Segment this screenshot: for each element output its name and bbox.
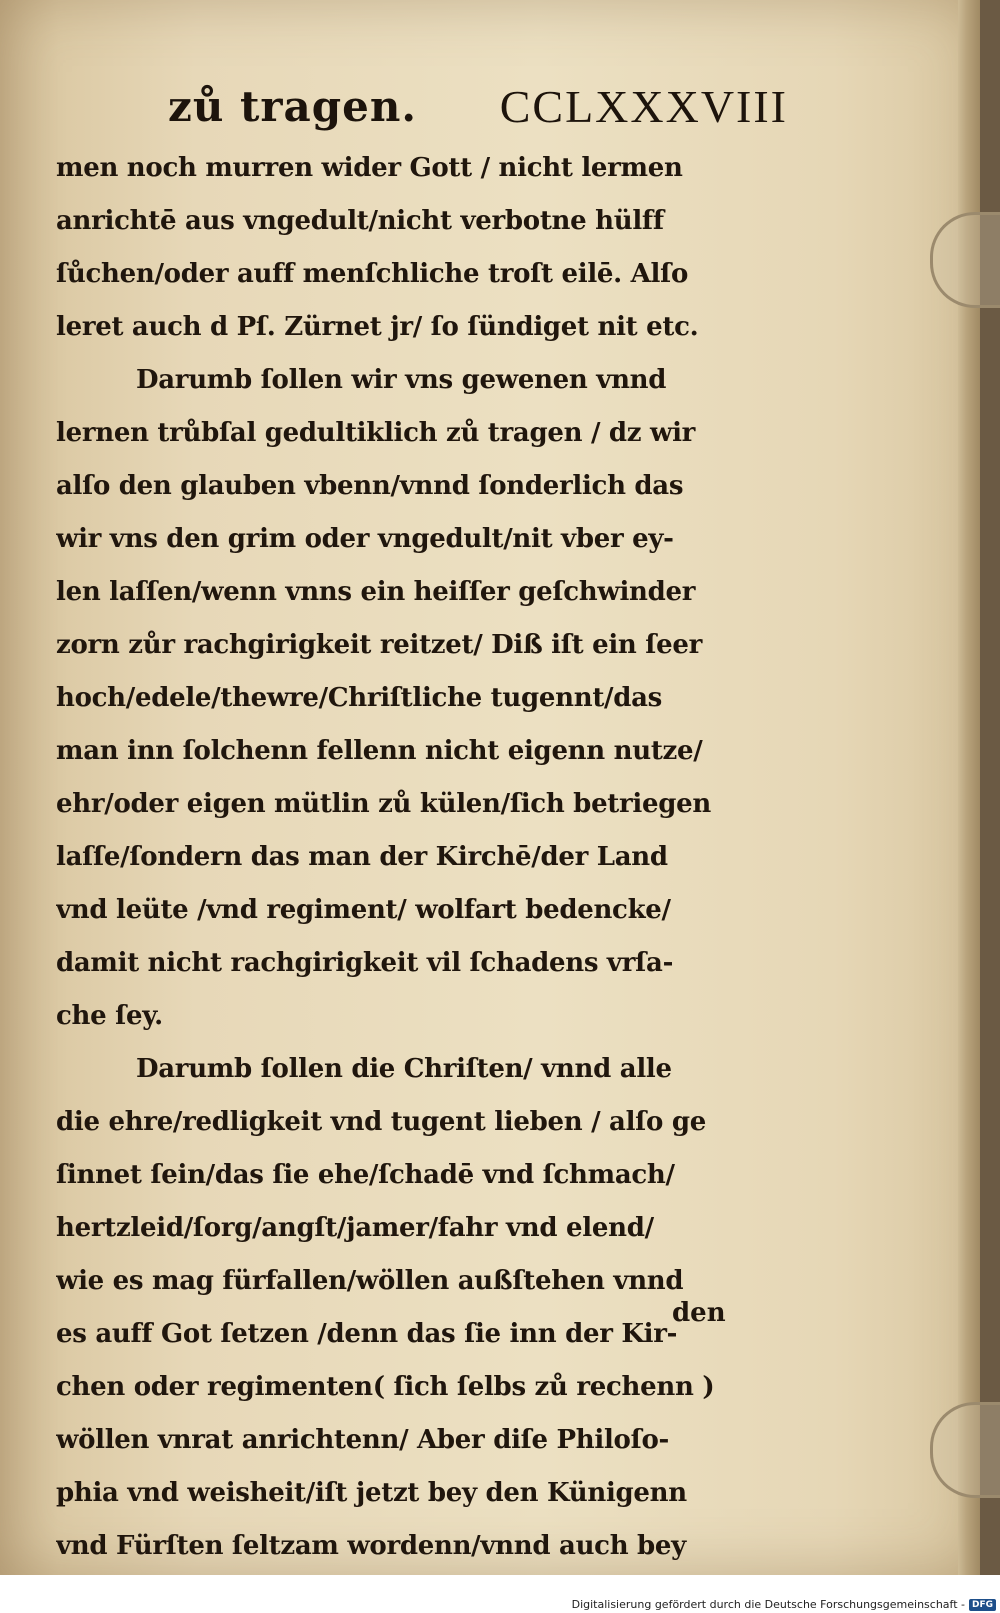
digitization-credit — [572, 1598, 996, 1611]
clasp-top — [930, 212, 1000, 308]
running-head: zů tragen. — [168, 82, 417, 131]
folio-number: CCLXXXVIII — [499, 81, 788, 132]
text-line: es auff Got ſetzen /denn das ſie inn der Kir- — [56, 1319, 678, 1349]
text-line: ſůchen/oder auff menſchliche troſt eilē. Alſo — [56, 259, 689, 289]
body-text — [56, 142, 776, 1573]
text-line: leret auch d Pſ. Zürnet jr/ ſo ſündiget nit etc. — [56, 312, 699, 342]
text-line: phia vnd weisheit/iſt jetzt bey den Künigenn — [56, 1478, 687, 1508]
text-line: vnd leüte /vnd regiment/ wolfart bedencke/ — [56, 895, 671, 925]
text-line: men noch murren wider Gott / nicht lermen — [56, 153, 683, 183]
text-line: zorn zůr rachgirigkeit reitzet/ Diß iſt ein ſeer — [56, 630, 703, 660]
text-line: lernen trůbſal gedultiklich zů tragen / dz wir — [56, 418, 696, 448]
text-line: wir vns den grim oder vngedult/nit vber ey- — [56, 524, 674, 554]
text-line: wöllen vnrat anrichtenn/ Aber diſe Philoſo- — [56, 1425, 670, 1455]
text-line: Darumb ſollen wir vns gewenen vnnd — [136, 365, 667, 395]
text-line: vnd Fürſten ſeltzam wordenn/vnnd auch bey — [56, 1531, 686, 1561]
text-line: hertzleid/ſorg/angſt/jamer/fahr vnd elend/ — [56, 1213, 654, 1243]
text-line: ſinnet ſein/das ſie ehe/ſchadē vnd ſchmach/ — [56, 1160, 675, 1190]
text-line: laſſe/ſondern das man der Kirchē/der Land — [56, 842, 668, 872]
text-line: damit nicht rachgirigkeit vil ſchadens vrſa- — [56, 948, 674, 978]
text-line: Darumb ſollen die Chriſten/ vnnd alle — [136, 1054, 672, 1084]
text-line: ehr/oder eigen mütlin zů külen/ſich betriegen — [56, 789, 711, 819]
credit-text: Digitalisierung gefördert durch die Deutsche Forschungsgemeinschaft - — [571, 1598, 965, 1611]
text-line: hoch/edele/thewre/Chriſtliche tugennt/das — [56, 683, 662, 713]
text-line: die ehre/redligkeit vnd tugent lieben / alſo ge — [56, 1107, 706, 1137]
catchword: den — [672, 1298, 726, 1328]
text-line: anrichtē aus vngedult/nicht verbotne hülff — [56, 206, 664, 236]
dfg-logo: DFG — [969, 1599, 996, 1611]
page-header — [168, 82, 788, 142]
text-line: chen oder regimenten( ſich ſelbs zů rechenn ) — [56, 1372, 715, 1402]
text-line: len laſſen/wenn vnns ein heiſſer geſchwinder — [56, 577, 696, 607]
clasp-bottom — [930, 1402, 1000, 1498]
text-line: alſo den glauben vbenn/vnnd ſonderlich das — [56, 471, 684, 501]
text-line: man inn ſolchenn fellenn nicht eigenn nutze/ — [56, 736, 703, 766]
text-line: wie es mag fürfallen/wöllen außſtehen vnnd — [56, 1266, 684, 1296]
text-line: che ſey. — [56, 1001, 163, 1031]
